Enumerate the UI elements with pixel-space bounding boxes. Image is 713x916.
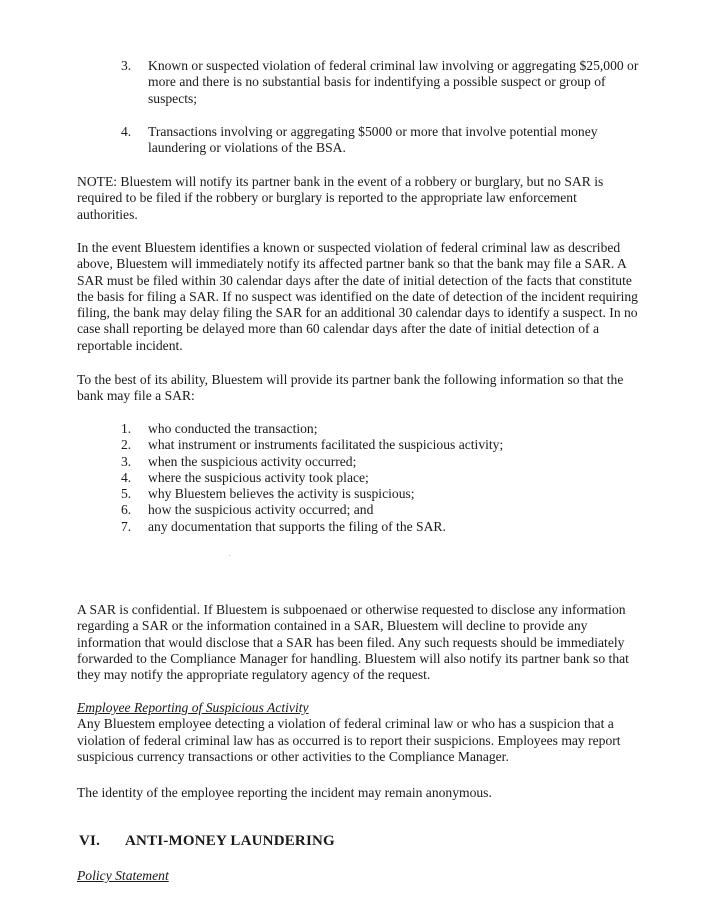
identity-paragraph: The identity of the employee reporting the incident may remain anonymous. (77, 785, 492, 800)
criteria-list (121, 58, 641, 156)
confidential-paragraph: A SAR is confidential. If Bluestem is subpoenaed or otherwise requested to disclose any information regarding a SAR or the information contained in a SAR, Bluestem will decline to provide any information that would disclose that a SAR has been filed. Any such requests should be immediately forwarded to the Compliance Manager for handling. Bluestem will also notify its partner bank so that they may notify the appropriate regulatory agency of the request. (77, 602, 629, 683)
list-item-text: Transactions involving or aggregating $5000 or more that involve potential money laundering or violations of the BSA. (148, 123, 598, 156)
list-item: 4. Transactions involving or aggregating $5000 or more that involve potential money laundering or violations of the BSA. (121, 123, 598, 156)
list-item-text: how the suspicious activity occurred; and (148, 502, 374, 518)
section-title: ANTI-MONEY LAUNDERING (125, 833, 335, 849)
list-item: 1. who conducted the transaction; (121, 421, 318, 436)
best-ability-paragraph: To the best of its ability, Bluestem will provide its partner bank the following information so that the bank may file a SAR: (77, 372, 624, 404)
list-item-text: any documentation that supports the filing of the SAR. (148, 518, 446, 534)
list-item: 2. what instrument or instruments facilitated the suspicious activity; (121, 437, 504, 453)
list-item-text: what instrument or instruments facilitated the suspicious activity; (148, 437, 504, 453)
section-number: VI. (79, 833, 101, 849)
list-item-text: Known or suspected violation of federal criminal law involving or aggregating $25,000 or more and there is no substantial basis for indentifying a possible suspect or group of suspects; (148, 58, 639, 106)
list-item: 5. why Bluestem believes the activity is suspicious; (121, 486, 415, 502)
list-item: 4. where the suspicious activity took place; (121, 469, 369, 485)
employee-reporting-section (77, 700, 641, 765)
list-item: 6. how the suspicious activity occurred; and (121, 502, 374, 518)
list-item: 7. any documentation that supports the filing of the SAR. (121, 518, 446, 534)
event-paragraph: In the event Bluestem identifies a known or suspected violation of federal criminal law as described above, Bluestem will immediately notify its affected partner bank so that the bank may file a SAR. A SAR must be filed within 30 calendar days after the date of initial detection of the facts that constitute the basis for filing a SAR. If no suspect was identified on the date of detection of the incident requiring filing, the bank may delay filing the SAR for an additional 30 calendar days to identify a suspect. In no case shall reporting be delayed more than 60 calendar days after the date of initial detection of a reportable incident. (77, 240, 638, 353)
employee-reporting-heading: Employee Reporting of Suspicious Activity (77, 700, 309, 715)
sar-info-list (121, 421, 641, 535)
list-item-text: when the suspicious activity occurred; (148, 453, 357, 469)
policy-statement-heading-wrap (77, 868, 641, 884)
list-item: 3. when the suspicious activity occurred; (121, 453, 357, 469)
list-item-text: where the suspicious activity took place; (148, 469, 369, 485)
scan-speck (229, 555, 230, 556)
section-heading (79, 833, 335, 850)
employee-reporting-text: Any Bluestem employee detecting a violation of federal criminal law or who has a suspicion that a violation of federal criminal law has as occurred is to report their suspicions. Employees may report suspicious currency transactions or other activities to the Compliance Manager. (77, 716, 621, 764)
policy-statement-heading: Policy Statement (77, 868, 169, 883)
list-item-text: who conducted the transaction; (148, 421, 318, 436)
note-paragraph: NOTE: Bluestem will notify its partner bank in the event of a robbery or burglary, but no SAR is required to be filed if the robbery or burglary is reported to the appropriate law enforcement authorities. (77, 174, 604, 222)
list-item-text: why Bluestem believes the activity is suspicious; (148, 486, 415, 502)
list-item: 3. Known or suspected violation of federal criminal law involving or aggregating $25,000 or more and there is no substantial basis for indentifying a possible suspect or group of suspects; (121, 58, 639, 106)
